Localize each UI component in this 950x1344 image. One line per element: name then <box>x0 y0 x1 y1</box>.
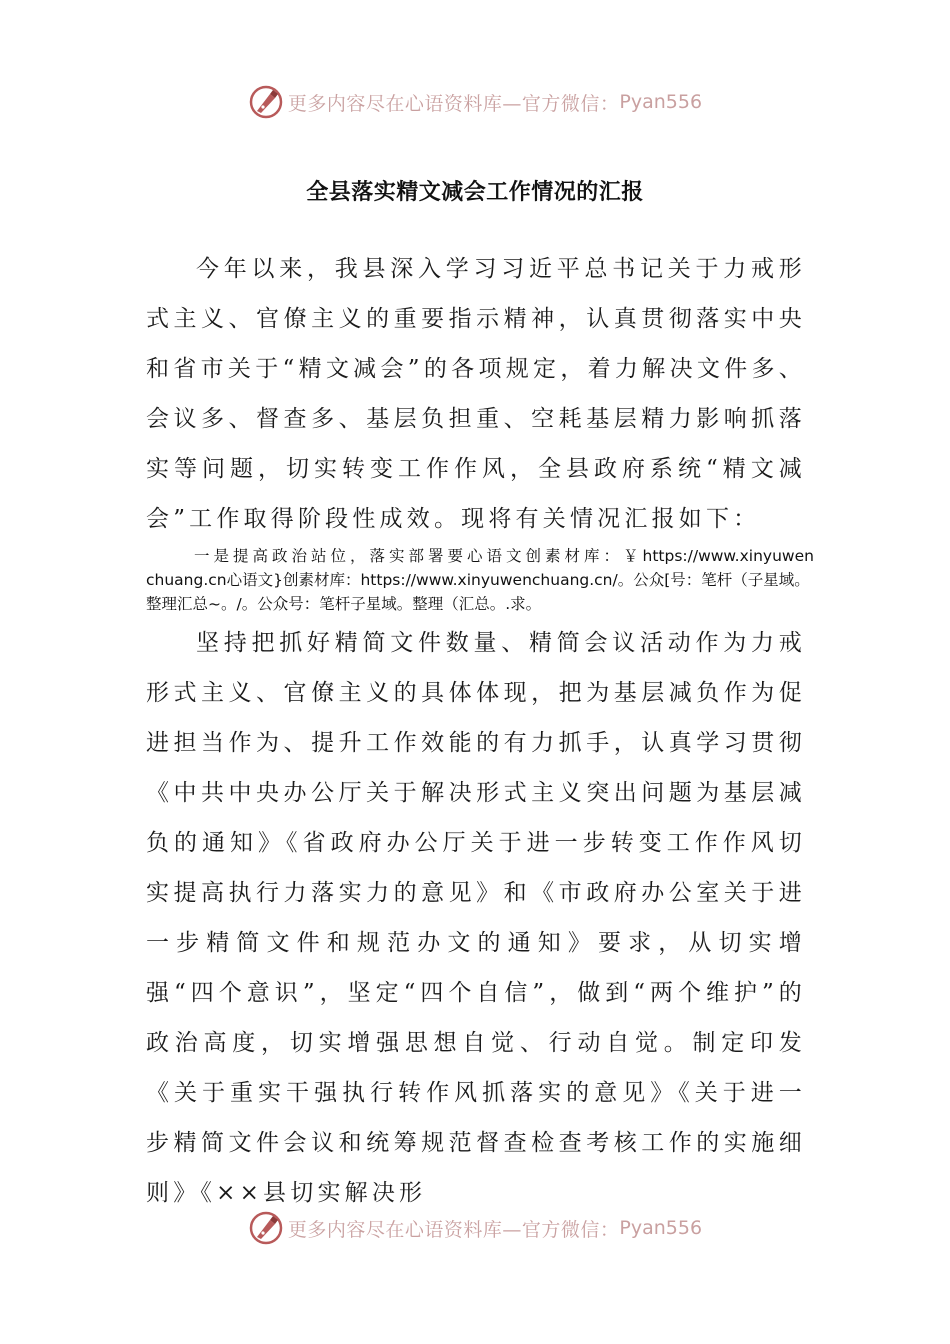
section-heading-note <box>146 544 814 616</box>
note-lead: 一是提高政治站位，落实部署要心语文创素材库：￥ <box>194 547 643 565</box>
note-rest: https://www.xinyuwenchuang.cn心语文}创素材库：https://www.xinyuwenchuang.cn/。公众[号：笔杆（子星域。整理汇总~。/。公众号：笔杆子星域。整理（汇总。.求。 <box>146 547 814 613</box>
pen-nib-logo-icon <box>248 1210 284 1246</box>
watermark-text: 更多内容尽在心语资料库—官方微信： <box>287 92 620 115</box>
watermark-wechat-id: Pyan556 <box>619 1217 703 1239</box>
paragraph-intro: 今年以来，我县深入学习习近平总书记关于力戒形式主义、官僚主义的重要指示精神，认真贯彻落实中央和省市关于“精文减会”的各项规定，着力解决文件多、会议多、督查多、基层负担重、空耗基层精力影响抓落实等问题，切实转变工作作风，全县政府系统“精文减会”工作取得阶段性成效。现将有关情况汇报如下： <box>146 256 806 532</box>
header-watermark <box>0 82 950 122</box>
watermark-wechat-id: Pyan556 <box>619 91 703 113</box>
watermark-text: 更多内容尽在心语资料库—官方微信： <box>287 1218 620 1241</box>
document-title: 全县落实精文减会工作情况的汇报 <box>306 179 644 205</box>
footer-watermark <box>0 1208 950 1248</box>
paragraph-body: 坚持把抓好精简文件数量、精简会议活动作为力戒形式主义、官僚主义的具体体现，把为基层减负作为促进担当作为、提升工作效能的有力抓手，认真学习贯彻《中共中央办公厅关于解决形式主义突出问题为基层减负的通知》《省政府办公厅关于进一步转变工作作风切实提高执行力落实力的意见》和《市政府办公室关于进一步精简文件和规范办文的通知》要求，从切实增强“四个意识”，坚定“四个自信”，做到“两个维护”的政治高度，切实增强思想自觉、行动自觉。制定印发《关于重实干强执行转作风抓落实的意见》《关于进一步精简文件会议和统筹规范督查检查考核工作的实施细则》《××县切实解决形 <box>146 630 806 1206</box>
pen-nib-logo-icon <box>248 84 284 120</box>
